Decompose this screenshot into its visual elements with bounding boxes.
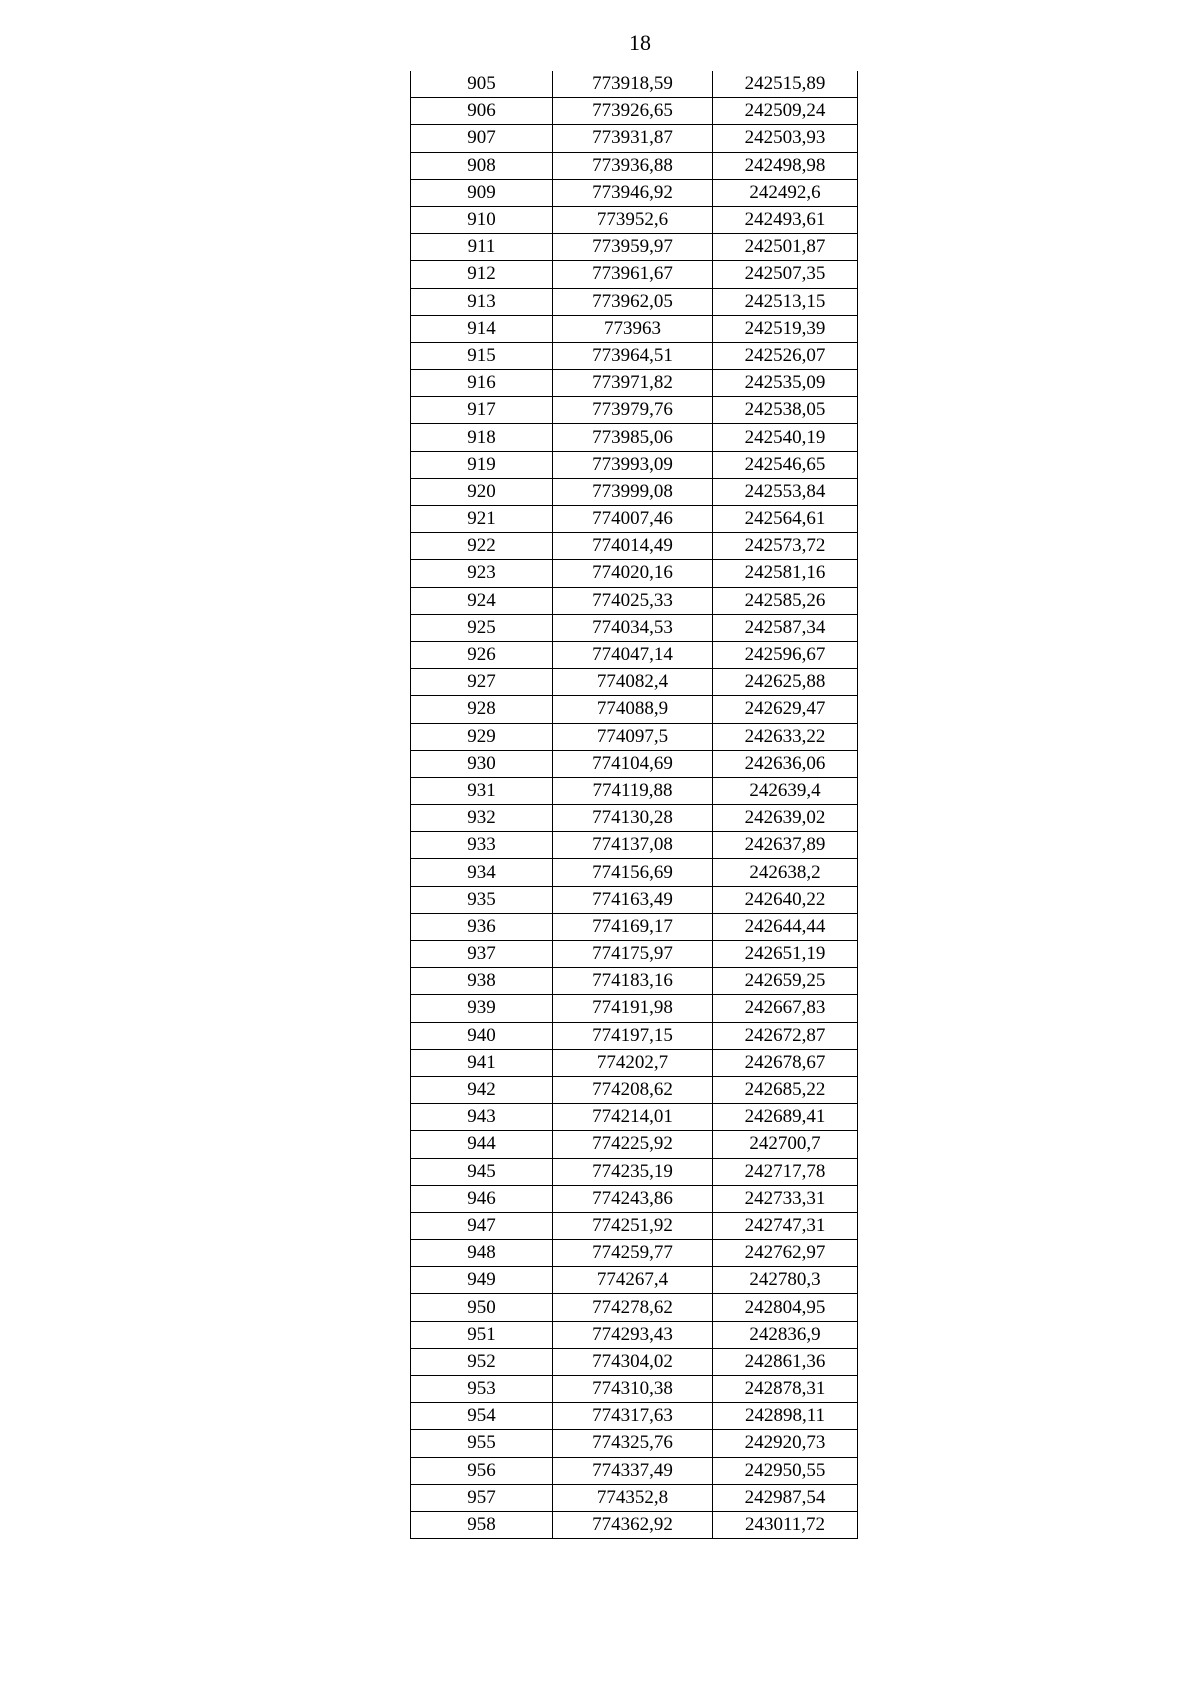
- x-coordinate-cell: 773959,97: [553, 234, 713, 261]
- point-number-cell: 936: [411, 913, 553, 940]
- x-coordinate-cell: 774175,97: [553, 941, 713, 968]
- point-number-cell: 955: [411, 1430, 553, 1457]
- table-row: [411, 723, 858, 750]
- y-coordinate-cell: 242564,61: [713, 506, 858, 533]
- y-coordinate-cell: 242535,09: [713, 370, 858, 397]
- x-coordinate-cell: 774362,92: [553, 1511, 713, 1538]
- y-coordinate-cell: 242596,67: [713, 641, 858, 668]
- y-coordinate-cell: 243011,72: [713, 1511, 858, 1538]
- x-coordinate-cell: 774310,38: [553, 1376, 713, 1403]
- y-coordinate-cell: 242503,93: [713, 125, 858, 152]
- x-coordinate-cell: 773926,65: [553, 98, 713, 125]
- table-row: [411, 1185, 858, 1212]
- table-row: [411, 1049, 858, 1076]
- point-number-cell: 925: [411, 614, 553, 641]
- table-row: [411, 995, 858, 1022]
- point-number-cell: 949: [411, 1267, 553, 1294]
- y-coordinate-cell: 242747,31: [713, 1212, 858, 1239]
- y-coordinate-cell: 242898,11: [713, 1403, 858, 1430]
- table-row: [411, 1104, 858, 1131]
- table-row: [411, 1484, 858, 1511]
- point-number-cell: 941: [411, 1049, 553, 1076]
- x-coordinate-cell: 773971,82: [553, 370, 713, 397]
- point-number-cell: 908: [411, 152, 553, 179]
- y-coordinate-cell: 242636,06: [713, 750, 858, 777]
- table-row: [411, 1022, 858, 1049]
- x-coordinate-cell: 773999,08: [553, 478, 713, 505]
- x-coordinate-cell: 773985,06: [553, 424, 713, 451]
- table-row: [411, 587, 858, 614]
- table-row: [411, 805, 858, 832]
- x-coordinate-cell: 774007,46: [553, 506, 713, 533]
- y-coordinate-cell: 242501,87: [713, 234, 858, 261]
- y-coordinate-cell: 242498,98: [713, 152, 858, 179]
- y-coordinate-cell: 242526,07: [713, 342, 858, 369]
- y-coordinate-cell: 242678,67: [713, 1049, 858, 1076]
- y-coordinate-cell: 242585,26: [713, 587, 858, 614]
- point-number-cell: 931: [411, 777, 553, 804]
- point-number-cell: 947: [411, 1212, 553, 1239]
- y-coordinate-cell: 242836,9: [713, 1321, 858, 1348]
- point-number-cell: 924: [411, 587, 553, 614]
- y-coordinate-cell: 242780,3: [713, 1267, 858, 1294]
- point-number-cell: 939: [411, 995, 553, 1022]
- x-coordinate-cell: 774317,63: [553, 1403, 713, 1430]
- table-row: [411, 696, 858, 723]
- table-row: [411, 342, 858, 369]
- point-number-cell: 922: [411, 533, 553, 560]
- coordinates-table-body: [411, 71, 858, 1539]
- x-coordinate-cell: 773962,05: [553, 288, 713, 315]
- x-coordinate-cell: 774251,92: [553, 1212, 713, 1239]
- point-number-cell: 956: [411, 1457, 553, 1484]
- y-coordinate-cell: 242987,54: [713, 1484, 858, 1511]
- table-row: [411, 641, 858, 668]
- y-coordinate-cell: 242553,84: [713, 478, 858, 505]
- x-coordinate-cell: 774183,16: [553, 968, 713, 995]
- table-row: [411, 315, 858, 342]
- point-number-cell: 915: [411, 342, 553, 369]
- point-number-cell: 940: [411, 1022, 553, 1049]
- x-coordinate-cell: 773946,92: [553, 179, 713, 206]
- y-coordinate-cell: 242762,97: [713, 1240, 858, 1267]
- point-number-cell: 923: [411, 560, 553, 587]
- y-coordinate-cell: 242629,47: [713, 696, 858, 723]
- point-number-cell: 919: [411, 451, 553, 478]
- x-coordinate-cell: 774202,7: [553, 1049, 713, 1076]
- x-coordinate-cell: 774097,5: [553, 723, 713, 750]
- table-row: [411, 451, 858, 478]
- point-number-cell: 958: [411, 1511, 553, 1538]
- point-number-cell: 944: [411, 1131, 553, 1158]
- x-coordinate-cell: 773952,6: [553, 206, 713, 233]
- table-row: [411, 941, 858, 968]
- page-number: 18: [629, 30, 651, 55]
- x-coordinate-cell: 774130,28: [553, 805, 713, 832]
- table-row: [411, 777, 858, 804]
- y-coordinate-cell: 242685,22: [713, 1076, 858, 1103]
- x-coordinate-cell: 774163,49: [553, 886, 713, 913]
- x-coordinate-cell: 774191,98: [553, 995, 713, 1022]
- point-number-cell: 945: [411, 1158, 553, 1185]
- point-number-cell: 954: [411, 1403, 553, 1430]
- x-coordinate-cell: 774197,15: [553, 1022, 713, 1049]
- x-coordinate-cell: 774352,8: [553, 1484, 713, 1511]
- x-coordinate-cell: 774267,4: [553, 1267, 713, 1294]
- x-coordinate-cell: 774047,14: [553, 641, 713, 668]
- table-row: [411, 1321, 858, 1348]
- x-coordinate-cell: 773993,09: [553, 451, 713, 478]
- table-row: [411, 397, 858, 424]
- point-number-cell: 917: [411, 397, 553, 424]
- table-row: [411, 288, 858, 315]
- x-coordinate-cell: 773979,76: [553, 397, 713, 424]
- y-coordinate-cell: 242861,36: [713, 1348, 858, 1375]
- x-coordinate-cell: 773936,88: [553, 152, 713, 179]
- table-row: [411, 1348, 858, 1375]
- table-row: [411, 560, 858, 587]
- point-number-cell: 932: [411, 805, 553, 832]
- table-row: [411, 98, 858, 125]
- point-number-cell: 929: [411, 723, 553, 750]
- y-coordinate-cell: 242509,24: [713, 98, 858, 125]
- y-coordinate-cell: 242689,41: [713, 1104, 858, 1131]
- table-row: [411, 750, 858, 777]
- y-coordinate-cell: 242878,31: [713, 1376, 858, 1403]
- table-row: [411, 478, 858, 505]
- y-coordinate-cell: 242493,61: [713, 206, 858, 233]
- table-row: [411, 669, 858, 696]
- x-coordinate-cell: 774020,16: [553, 560, 713, 587]
- point-number-cell: 934: [411, 859, 553, 886]
- point-number-cell: 943: [411, 1104, 553, 1131]
- y-coordinate-cell: 242639,02: [713, 805, 858, 832]
- x-coordinate-cell: 773918,59: [553, 71, 713, 98]
- table-row: [411, 1376, 858, 1403]
- point-number-cell: 952: [411, 1348, 553, 1375]
- point-number-cell: 916: [411, 370, 553, 397]
- x-coordinate-cell: 774119,88: [553, 777, 713, 804]
- y-coordinate-cell: 242804,95: [713, 1294, 858, 1321]
- x-coordinate-cell: 774082,4: [553, 669, 713, 696]
- x-coordinate-cell: 774235,19: [553, 1158, 713, 1185]
- y-coordinate-cell: 242581,16: [713, 560, 858, 587]
- point-number-cell: 926: [411, 641, 553, 668]
- y-coordinate-cell: 242640,22: [713, 886, 858, 913]
- y-coordinate-cell: 242507,35: [713, 261, 858, 288]
- coordinates-table: [410, 71, 858, 1539]
- point-number-cell: 905: [411, 71, 553, 98]
- y-coordinate-cell: 242733,31: [713, 1185, 858, 1212]
- table-row: [411, 1158, 858, 1185]
- y-coordinate-cell: 242513,15: [713, 288, 858, 315]
- y-coordinate-cell: 242700,7: [713, 1131, 858, 1158]
- y-coordinate-cell: 242651,19: [713, 941, 858, 968]
- y-coordinate-cell: 242672,87: [713, 1022, 858, 1049]
- table-row: [411, 152, 858, 179]
- table-row: [411, 1511, 858, 1538]
- point-number-cell: 911: [411, 234, 553, 261]
- y-coordinate-cell: 242639,4: [713, 777, 858, 804]
- y-coordinate-cell: 242492,6: [713, 179, 858, 206]
- y-coordinate-cell: 242625,88: [713, 669, 858, 696]
- y-coordinate-cell: 242659,25: [713, 968, 858, 995]
- table-row: [411, 206, 858, 233]
- x-coordinate-cell: 774225,92: [553, 1131, 713, 1158]
- x-coordinate-cell: 774278,62: [553, 1294, 713, 1321]
- y-coordinate-cell: 242667,83: [713, 995, 858, 1022]
- point-number-cell: 953: [411, 1376, 553, 1403]
- point-number-cell: 927: [411, 669, 553, 696]
- y-coordinate-cell: 242540,19: [713, 424, 858, 451]
- x-coordinate-cell: 774293,43: [553, 1321, 713, 1348]
- table-row: [411, 1131, 858, 1158]
- table-row: [411, 370, 858, 397]
- y-coordinate-cell: 242519,39: [713, 315, 858, 342]
- table-row: [411, 1076, 858, 1103]
- table-row: [411, 424, 858, 451]
- y-coordinate-cell: 242633,22: [713, 723, 858, 750]
- table-row: [411, 1267, 858, 1294]
- table-row: [411, 234, 858, 261]
- x-coordinate-cell: 774325,76: [553, 1430, 713, 1457]
- table-row: [411, 1457, 858, 1484]
- y-coordinate-cell: 242637,89: [713, 832, 858, 859]
- point-number-cell: 906: [411, 98, 553, 125]
- point-number-cell: 907: [411, 125, 553, 152]
- y-coordinate-cell: 242538,05: [713, 397, 858, 424]
- table-row: [411, 533, 858, 560]
- x-coordinate-cell: 774214,01: [553, 1104, 713, 1131]
- x-coordinate-cell: 774208,62: [553, 1076, 713, 1103]
- point-number-cell: 920: [411, 478, 553, 505]
- x-coordinate-cell: 774137,08: [553, 832, 713, 859]
- x-coordinate-cell: 773931,87: [553, 125, 713, 152]
- x-coordinate-cell: 773964,51: [553, 342, 713, 369]
- point-number-cell: 918: [411, 424, 553, 451]
- table-row: [411, 1430, 858, 1457]
- table-row: [411, 506, 858, 533]
- table-row: [411, 913, 858, 940]
- table-row: [411, 71, 858, 98]
- x-coordinate-cell: 773961,67: [553, 261, 713, 288]
- point-number-cell: 910: [411, 206, 553, 233]
- table-row: [411, 886, 858, 913]
- x-coordinate-cell: 774104,69: [553, 750, 713, 777]
- point-number-cell: 913: [411, 288, 553, 315]
- point-number-cell: 928: [411, 696, 553, 723]
- point-number-cell: 937: [411, 941, 553, 968]
- point-number-cell: 921: [411, 506, 553, 533]
- point-number-cell: 950: [411, 1294, 553, 1321]
- x-coordinate-cell: 774259,77: [553, 1240, 713, 1267]
- table-row: [411, 832, 858, 859]
- y-coordinate-cell: 242638,2: [713, 859, 858, 886]
- table-row: [411, 1294, 858, 1321]
- point-number-cell: 951: [411, 1321, 553, 1348]
- x-coordinate-cell: 773963: [553, 315, 713, 342]
- x-coordinate-cell: 774088,9: [553, 696, 713, 723]
- point-number-cell: 930: [411, 750, 553, 777]
- x-coordinate-cell: 774337,49: [553, 1457, 713, 1484]
- y-coordinate-cell: 242644,44: [713, 913, 858, 940]
- table-row: [411, 968, 858, 995]
- x-coordinate-cell: 774025,33: [553, 587, 713, 614]
- point-number-cell: 933: [411, 832, 553, 859]
- table-row: [411, 859, 858, 886]
- point-number-cell: 935: [411, 886, 553, 913]
- point-number-cell: 942: [411, 1076, 553, 1103]
- point-number-cell: 914: [411, 315, 553, 342]
- point-number-cell: 909: [411, 179, 553, 206]
- x-coordinate-cell: 774014,49: [553, 533, 713, 560]
- y-coordinate-cell: 242515,89: [713, 71, 858, 98]
- x-coordinate-cell: 774034,53: [553, 614, 713, 641]
- point-number-cell: 946: [411, 1185, 553, 1212]
- table-row: [411, 1403, 858, 1430]
- table-row: [411, 125, 858, 152]
- x-coordinate-cell: 774304,02: [553, 1348, 713, 1375]
- table-row: [411, 614, 858, 641]
- table-row: [411, 179, 858, 206]
- y-coordinate-cell: 242920,73: [713, 1430, 858, 1457]
- table-row: [411, 261, 858, 288]
- point-number-cell: 957: [411, 1484, 553, 1511]
- x-coordinate-cell: 774169,17: [553, 913, 713, 940]
- y-coordinate-cell: 242573,72: [713, 533, 858, 560]
- y-coordinate-cell: 242717,78: [713, 1158, 858, 1185]
- point-number-cell: 912: [411, 261, 553, 288]
- y-coordinate-cell: 242950,55: [713, 1457, 858, 1484]
- y-coordinate-cell: 242546,65: [713, 451, 858, 478]
- table-row: [411, 1212, 858, 1239]
- table-row: [411, 1240, 858, 1267]
- x-coordinate-cell: 774243,86: [553, 1185, 713, 1212]
- x-coordinate-cell: 774156,69: [553, 859, 713, 886]
- y-coordinate-cell: 242587,34: [713, 614, 858, 641]
- point-number-cell: 948: [411, 1240, 553, 1267]
- point-number-cell: 938: [411, 968, 553, 995]
